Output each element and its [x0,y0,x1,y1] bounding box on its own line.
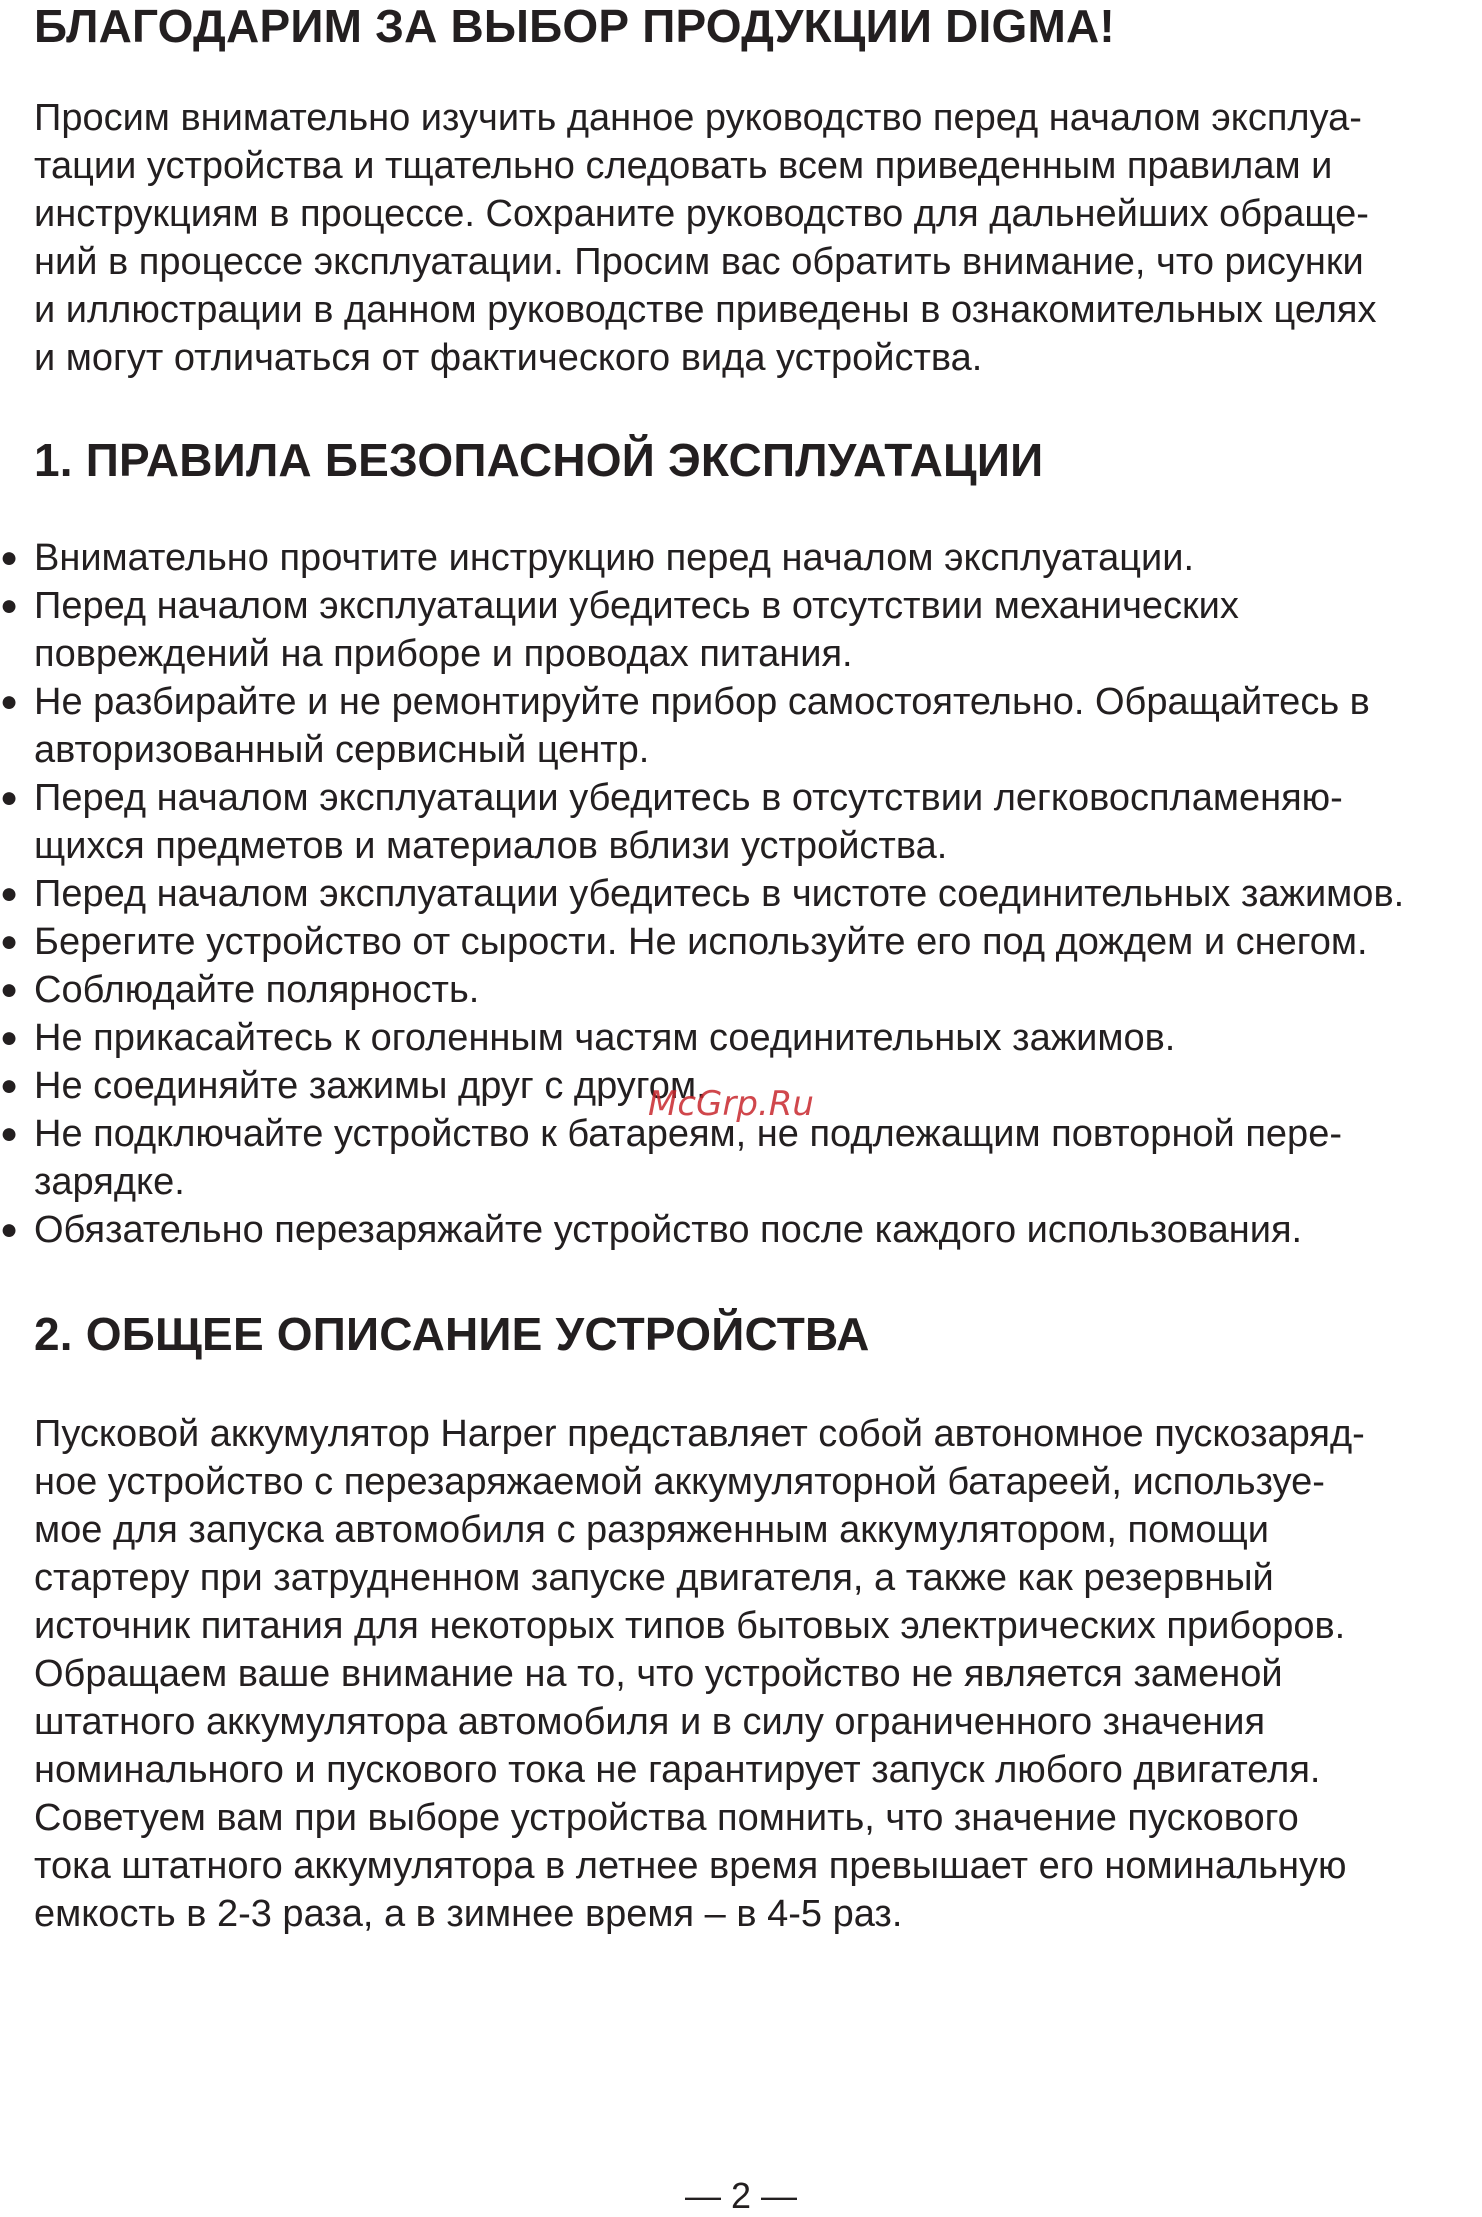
section-2-title: 2. ОБЩЕЕ ОПИСАНИЕ УСТРОЙСТВА [34,1308,870,1360]
list-item-line: повреждений на приборе и проводах питания. [34,633,853,675]
section-1-title: 1. ПРАВИЛА БЕЗОПАСНОЙ ЭКСПЛУАТАЦИИ [34,434,1044,486]
paragraph-line: Пусковой аккумулятор Harper представляет собой автономное пускозаряд- [34,1413,1365,1455]
bullet-icon: ● [0,685,19,718]
paragraph-line: штатного аккумулятора автомобиля и в силу ограниченного значения [34,1701,1266,1743]
bullet-icon: ● [0,877,19,910]
list-item [0,534,1404,582]
page-number: — 2 — [684,2175,798,2216]
paragraph-line: емкость в 2-3 раза, а в зимнее время – в 4-5 раз. [34,1893,903,1935]
watermark: McGrp.Ru [648,1084,814,1124]
list-item [0,774,1404,870]
list-item-line: зарядке. [34,1161,185,1203]
bullet-icon: ● [0,1069,19,1102]
paragraph-line: Советуем вам при выборе устройства помнить, что значение пускового [34,1797,1299,1839]
list-item-line: Не подключайте устройство к батареям, не подлежащим повторной пере- [34,1113,1342,1155]
paragraph-line: ний в процессе эксплуатации. Просим вас обратить внимание, что рисунки [34,241,1364,283]
list-item [0,1110,1404,1206]
safety-rules-list [0,534,1404,1254]
paragraph-line: тации устройства и тщательно следовать всем приведенным правилам и [34,145,1333,187]
list-item-line: Не прикасайтесь к оголенным частям соединительных зажимов. [34,1017,1176,1059]
paragraph-line: стартеру при затрудненном запуске двигателя, а также как резервный [34,1557,1274,1599]
list-item-line: Внимательно прочтите инструкцию перед началом эксплуатации. [34,537,1195,579]
paragraph-line: источник питания для некоторых типов бытовых электрических приборов. [34,1605,1346,1647]
list-item-line: Не соединяйте зажимы друг с другом. [34,1065,707,1107]
list-item-line: Обязательно перезаряжайте устройство после каждого использования. [34,1209,1303,1251]
bullet-icon: ● [0,589,19,622]
bullet-icon: ● [0,541,19,574]
paragraph-line: Просим внимательно изучить данное руководство перед началом эксплуа- [34,97,1362,139]
paragraph-line: инструкциям в процессе. Сохраните руководство для дальнейших обраще- [34,193,1369,235]
paragraph-line: ное устройство с перезаряжаемой аккумуляторной батареей, используе- [34,1461,1325,1503]
list-item [0,870,1404,918]
intro-paragraph [34,94,1376,382]
list-item [0,678,1404,774]
list-item-line: авторизованный сервисный центр. [34,729,650,771]
device-description-paragraph [34,1410,1365,1938]
paragraph-line: и могут отличаться от фактического вида устройства. [34,337,983,379]
paragraph-line: номинального и пускового тока не гарантирует запуск любого двигателя. [34,1749,1321,1791]
list-item-line: Перед началом эксплуатации убедитесь в отсутствии легковоспламеняю- [34,777,1343,819]
paragraph-line: Обращаем ваше внимание на то, что устройство не является заменой [34,1653,1283,1695]
list-item [0,966,1404,1014]
intro-title: БЛАГОДАРИМ ЗА ВЫБОР ПРОДУКЦИИ DIGMA! [34,0,1115,52]
list-item [0,1206,1404,1254]
paragraph-line: и иллюстрации в данном руководстве приведены в ознакомительных целях [34,289,1377,331]
list-item-line: Перед началом эксплуатации убедитесь в чистоте соединительных зажимов. [34,873,1405,915]
bullet-icon: ● [0,925,19,958]
bullet-icon: ● [0,1213,19,1246]
bullet-icon: ● [0,1117,19,1150]
list-item [0,1014,1404,1062]
list-item [0,582,1404,678]
list-item-line: Не разбирайте и не ремонтируйте прибор самостоятельно. Обращайтесь в [34,681,1370,723]
list-item-line: Соблюдайте полярность. [34,969,480,1011]
bullet-icon: ● [0,781,19,814]
list-item-line: Перед началом эксплуатации убедитесь в отсутствии механических [34,585,1239,627]
bullet-icon: ● [0,1021,19,1054]
list-item [0,918,1404,966]
paragraph-line: мое для запуска автомобиля с разряженным аккумулятором, помощи [34,1509,1269,1551]
list-item-line: Берегите устройство от сырости. Не используйте его под дождем и снегом. [34,921,1368,963]
paragraph-line: тока штатного аккумулятора в летнее время превышает его номинальную [34,1845,1347,1887]
bullet-icon: ● [0,973,19,1006]
list-item-line: щихся предметов и материалов вблизи устройства. [34,825,948,867]
